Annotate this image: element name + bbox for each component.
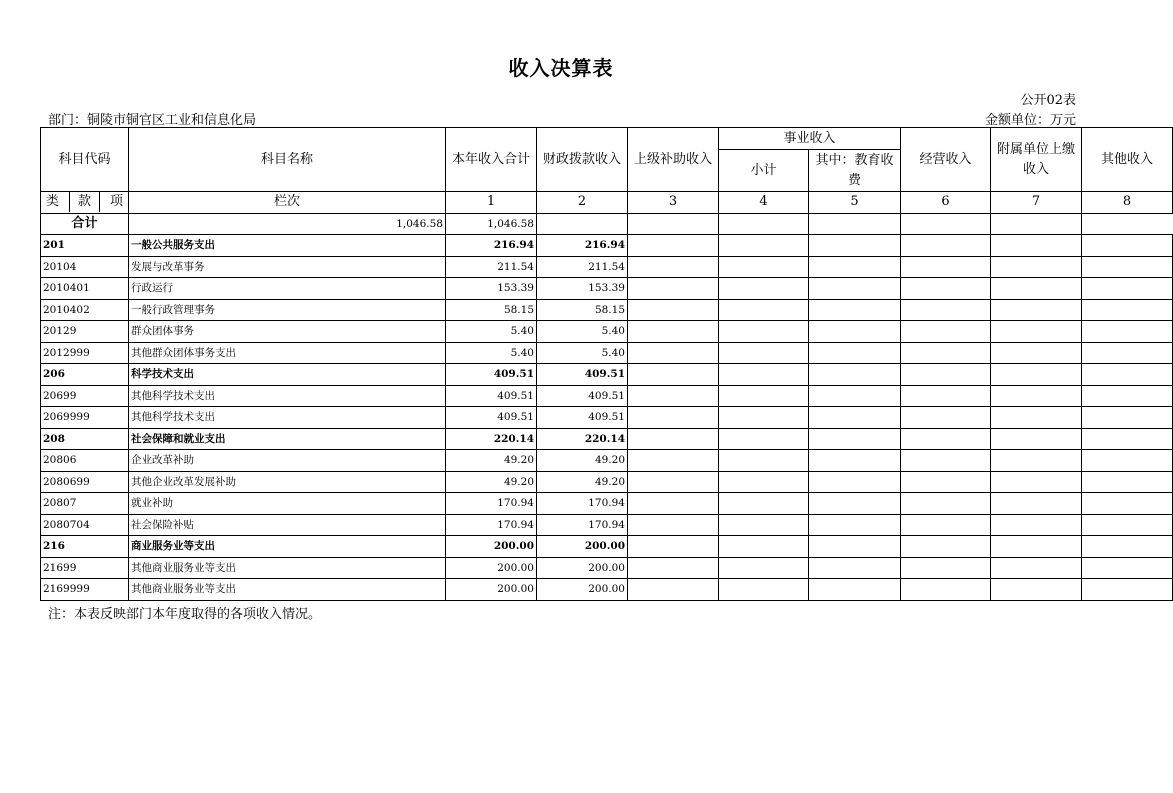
empty-cell (809, 536, 901, 558)
row-fiscal: 200.00 (537, 557, 628, 579)
department-label: 部门：铜陵市铜官区工业和信息化局 (48, 113, 257, 128)
empty-cell (628, 385, 719, 407)
empty-cell (991, 450, 1082, 472)
table-row (41, 514, 1173, 536)
col-number: 5 (809, 192, 901, 214)
empty-cell (809, 256, 901, 278)
row-fiscal: 153.39 (537, 278, 628, 300)
empty-cell (809, 213, 901, 235)
empty-cell (991, 536, 1082, 558)
empty-cell (628, 557, 719, 579)
total-label: 合计 (41, 213, 129, 235)
header-kuan: 款 (69, 192, 100, 212)
empty-cell (901, 299, 991, 321)
row-fiscal: 200.00 (537, 536, 628, 558)
empty-cell (1082, 235, 1173, 257)
total-amount: 1,046.58 (129, 213, 446, 235)
row-total: 211.54 (446, 256, 537, 278)
header-code: 科目代码 (41, 128, 129, 192)
row-name: 行政运行 (129, 278, 446, 300)
header-subtotal: 小计 (719, 150, 809, 192)
row-name: 其他企业改革发展补助 (129, 471, 446, 493)
row-code: 20129 (41, 321, 129, 343)
header-name: 科目名称 (129, 128, 446, 192)
empty-cell (1082, 256, 1173, 278)
header-lei: 类 (45, 194, 59, 210)
row-fiscal: 409.51 (537, 364, 628, 386)
table-row (41, 450, 1173, 472)
empty-cell (809, 235, 901, 257)
row-fiscal: 409.51 (537, 407, 628, 429)
empty-cell (1082, 385, 1173, 407)
row-name: 商业服务业等支出 (129, 536, 446, 558)
empty-cell (901, 493, 991, 515)
empty-cell (991, 213, 1082, 235)
row-code: 20807 (41, 493, 129, 515)
row-code: 216 (41, 536, 129, 558)
empty-cell (1082, 557, 1173, 579)
table-row (41, 278, 1173, 300)
row-fiscal: 216.94 (537, 235, 628, 257)
header-education: 其中：教育收费 (809, 150, 901, 192)
income-table (40, 127, 1173, 601)
empty-cell (628, 256, 719, 278)
row-total: 170.94 (446, 514, 537, 536)
row-total: 409.51 (446, 407, 537, 429)
row-code: 20104 (41, 256, 129, 278)
row-fiscal: 58.15 (537, 299, 628, 321)
empty-cell (628, 278, 719, 300)
empty-cell (719, 321, 809, 343)
row-total: 49.20 (446, 450, 537, 472)
empty-cell (991, 364, 1082, 386)
row-code: 2080699 (41, 471, 129, 493)
row-total: 170.94 (446, 493, 537, 515)
row-total: 409.51 (446, 385, 537, 407)
empty-cell (1082, 342, 1173, 364)
empty-cell (809, 428, 901, 450)
col-number: 2 (537, 192, 628, 214)
row-name: 一般行政管理事务 (129, 299, 446, 321)
row-fiscal: 49.20 (537, 450, 628, 472)
table-row (41, 557, 1173, 579)
empty-cell (628, 364, 719, 386)
row-name: 一般公共服务支出 (129, 235, 446, 257)
row-total: 153.39 (446, 278, 537, 300)
table-row (41, 471, 1173, 493)
row-fiscal: 170.94 (537, 493, 628, 515)
row-code: 2069999 (41, 407, 129, 429)
empty-cell (1082, 321, 1173, 343)
empty-cell (628, 407, 719, 429)
table-row (41, 364, 1173, 386)
empty-cell (991, 557, 1082, 579)
col-number: 7 (991, 192, 1082, 214)
empty-cell (991, 385, 1082, 407)
row-name: 其他商业服务业等支出 (129, 579, 446, 601)
table-row (41, 536, 1173, 558)
row-name: 其他科学技术支出 (129, 407, 446, 429)
empty-cell (991, 235, 1082, 257)
empty-cell (901, 450, 991, 472)
col-number: 8 (1082, 192, 1173, 214)
empty-cell (628, 213, 719, 235)
row-code: 2169999 (41, 579, 129, 601)
empty-cell (809, 557, 901, 579)
empty-cell (901, 407, 991, 429)
empty-cell (719, 557, 809, 579)
row-total: 200.00 (446, 557, 537, 579)
empty-cell (719, 385, 809, 407)
row-total: 5.40 (446, 321, 537, 343)
row-name: 其他商业服务业等支出 (129, 557, 446, 579)
row-code: 201 (41, 235, 129, 257)
empty-cell (991, 342, 1082, 364)
header-fiscal: 财政拨款收入 (537, 128, 628, 192)
row-total: 5.40 (446, 342, 537, 364)
row-name: 科学技术支出 (129, 364, 446, 386)
row-code: 20699 (41, 385, 129, 407)
empty-cell (901, 471, 991, 493)
empty-cell (1082, 514, 1173, 536)
empty-cell (901, 342, 991, 364)
empty-cell (719, 342, 809, 364)
row-name: 群众团体事务 (129, 321, 446, 343)
col-number: 6 (901, 192, 991, 214)
row-total: 220.14 (446, 428, 537, 450)
empty-cell (809, 278, 901, 300)
row-total: 409.51 (446, 364, 537, 386)
header-operating: 经营收入 (901, 128, 991, 192)
header-other: 其他收入 (1082, 128, 1173, 192)
row-code: 2010401 (41, 278, 129, 300)
empty-cell (719, 407, 809, 429)
amount-unit-label: 金额单位：万元 (984, 113, 1076, 128)
empty-cell (628, 493, 719, 515)
row-name: 其他科学技术支出 (129, 385, 446, 407)
empty-cell (1082, 579, 1173, 601)
empty-cell (628, 536, 719, 558)
empty-cell (991, 407, 1082, 429)
empty-cell (719, 278, 809, 300)
row-fiscal: 5.40 (537, 342, 628, 364)
row-name: 发展与改革事务 (129, 256, 446, 278)
row-code: 20806 (41, 450, 129, 472)
col-number: 4 (719, 192, 809, 214)
empty-cell (537, 213, 628, 235)
header-lei-kuan-xiang (41, 192, 129, 214)
empty-cell (809, 471, 901, 493)
table-row (41, 385, 1173, 407)
empty-cell (809, 342, 901, 364)
row-total: 200.00 (446, 579, 537, 601)
empty-cell (809, 450, 901, 472)
empty-cell (1082, 471, 1173, 493)
row-name: 社会保险补贴 (129, 514, 446, 536)
empty-cell (628, 579, 719, 601)
empty-cell (901, 557, 991, 579)
row-name: 社会保障和就业支出 (129, 428, 446, 450)
empty-cell (719, 536, 809, 558)
col-number: 1 (446, 192, 537, 214)
empty-cell (809, 493, 901, 515)
empty-cell (1082, 278, 1173, 300)
table-row (41, 256, 1173, 278)
empty-cell (1082, 493, 1173, 515)
empty-cell (901, 514, 991, 536)
empty-cell (901, 256, 991, 278)
empty-cell (628, 471, 719, 493)
row-fiscal: 220.14 (537, 428, 628, 450)
empty-cell (1082, 407, 1173, 429)
row-code: 2080704 (41, 514, 129, 536)
empty-cell (809, 299, 901, 321)
empty-cell (809, 385, 901, 407)
empty-cell (991, 579, 1082, 601)
empty-cell (1082, 299, 1173, 321)
page-title: 收入决算表 (508, 56, 614, 80)
empty-cell (901, 385, 991, 407)
row-total: 200.00 (446, 536, 537, 558)
table-row (41, 407, 1173, 429)
empty-cell (719, 471, 809, 493)
row-fiscal: 170.94 (537, 514, 628, 536)
table-row (41, 493, 1173, 515)
empty-cell (809, 514, 901, 536)
empty-cell (1082, 536, 1173, 558)
empty-cell (628, 321, 719, 343)
table-row (41, 579, 1173, 601)
empty-cell (719, 256, 809, 278)
empty-cell (628, 428, 719, 450)
col-number: 3 (628, 192, 719, 214)
footnote: 注：本表反映部门本年度取得的各项收入情况。 (48, 607, 322, 622)
row-total: 216.94 (446, 235, 537, 257)
row-name: 其他群众团体事务支出 (129, 342, 446, 364)
header-superior: 上级补助收入 (628, 128, 719, 192)
row-name: 企业改革补助 (129, 450, 446, 472)
row-fiscal: 5.40 (537, 321, 628, 343)
empty-cell (991, 321, 1082, 343)
empty-cell (901, 364, 991, 386)
empty-cell (901, 536, 991, 558)
empty-cell (719, 428, 809, 450)
row-fiscal: 49.20 (537, 471, 628, 493)
header-total: 本年收入合计 (446, 128, 537, 192)
empty-cell (719, 493, 809, 515)
empty-cell (719, 213, 809, 235)
row-total: 58.15 (446, 299, 537, 321)
empty-cell (719, 514, 809, 536)
row-fiscal: 409.51 (537, 385, 628, 407)
row-code: 208 (41, 428, 129, 450)
empty-cell (901, 428, 991, 450)
empty-cell (1082, 364, 1173, 386)
empty-cell (991, 299, 1082, 321)
table-row (41, 342, 1173, 364)
empty-cell (719, 364, 809, 386)
table-row (41, 235, 1173, 257)
empty-cell (901, 278, 991, 300)
form-number: 公开02表 (1020, 93, 1076, 108)
header-business: 事业收入 (719, 128, 901, 150)
table-row (41, 321, 1173, 343)
row-fiscal: 211.54 (537, 256, 628, 278)
empty-cell (809, 321, 901, 343)
row-code: 21699 (41, 557, 129, 579)
empty-cell (901, 235, 991, 257)
row-code: 2012999 (41, 342, 129, 364)
total-row (41, 213, 1173, 235)
empty-cell (991, 493, 1082, 515)
empty-cell (719, 450, 809, 472)
empty-cell (901, 579, 991, 601)
header-xiang: 项 (109, 194, 123, 210)
empty-cell (719, 235, 809, 257)
row-total: 49.20 (446, 471, 537, 493)
empty-cell (1082, 450, 1173, 472)
empty-cell (809, 407, 901, 429)
empty-cell (991, 278, 1082, 300)
row-code: 206 (41, 364, 129, 386)
empty-cell (628, 299, 719, 321)
empty-cell (901, 321, 991, 343)
empty-cell (1082, 428, 1173, 450)
empty-cell (628, 450, 719, 472)
empty-cell (628, 514, 719, 536)
header-column-no: 栏次 (129, 192, 446, 214)
table-row (41, 428, 1173, 450)
empty-cell (809, 579, 901, 601)
empty-cell (991, 256, 1082, 278)
empty-cell (628, 342, 719, 364)
empty-cell (809, 364, 901, 386)
empty-cell (991, 471, 1082, 493)
empty-cell (628, 235, 719, 257)
row-name: 就业补助 (129, 493, 446, 515)
empty-cell (719, 579, 809, 601)
row-code: 2010402 (41, 299, 129, 321)
row-fiscal: 200.00 (537, 579, 628, 601)
empty-cell (901, 213, 991, 235)
empty-cell (719, 299, 809, 321)
header-affiliated: 附属单位上缴收入 (991, 128, 1082, 192)
empty-cell (991, 514, 1082, 536)
table-row (41, 299, 1173, 321)
empty-cell (991, 428, 1082, 450)
total-fiscal: 1,046.58 (446, 213, 537, 235)
